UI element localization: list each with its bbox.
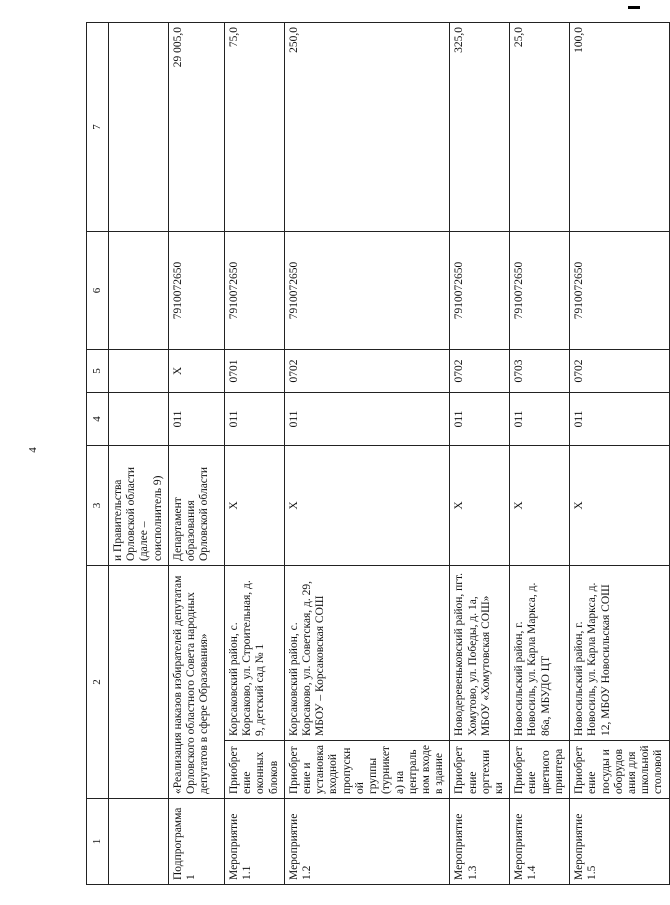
subprogram-executor: Департамент образования Орловской области [168, 446, 224, 566]
row-amount: 250,0 [284, 23, 450, 232]
row-action: Приобретение посуды и оборудования для школьной столовой [570, 741, 670, 799]
row-action: Приобретение цветного принтера [510, 741, 570, 799]
row-executor: Х [510, 446, 570, 566]
subprogram-amount: 29 005,0 [168, 23, 224, 232]
subprogram-label: Подпрограмма 1 [168, 799, 224, 885]
row-executor: Х [450, 446, 510, 566]
header-row [87, 23, 109, 885]
row-place: Корсаковский район, с. Корсаково, ул. Строительная, д. 9, детский сад № 1 [224, 566, 284, 741]
executor-continuation: и Правительства Орловской области (далее – соисполнитель 9) [109, 446, 169, 566]
row-grbs: 011 [510, 393, 570, 446]
row-place: Новодеревеньковский район, пгт. Хомутово, ул. Победы, д. 1а, МБОУ «Хомутовская СОШ» [450, 566, 510, 741]
row-place: Новосильский район, г. Новосиль, ул. Карла Маркса, д. 12, МБОУ Новосильская СОШ [570, 566, 670, 741]
row-action: Приобретение оконных блоков [224, 741, 284, 799]
row-place: Новосильский район, г. Новосиль, ул. Карла Маркса, д. 86а, МБУДО ЦТ [510, 566, 570, 741]
row-label: Мероприятие 1.4 [510, 799, 570, 885]
subprogram-grbs: 011 [168, 393, 224, 446]
table-row [284, 23, 450, 885]
row-csr: 7910072650 [570, 232, 670, 350]
row-rzpr: 0701 [224, 350, 284, 393]
row-executor: Х [570, 446, 670, 566]
row-label: Мероприятие 1.5 [570, 799, 670, 885]
subprogram-title: «Реализация наказов избирателей депутатам Орловского областного Совета народных депутатов в сфере Образования» [168, 566, 224, 799]
header-col-1: 1 [87, 799, 109, 885]
header-col-6: 6 [87, 232, 109, 350]
row-action: Приобретение оргтехники [450, 741, 510, 799]
row-label: Мероприятие 1.1 [224, 799, 284, 885]
row-label: Мероприятие 1.3 [450, 799, 510, 885]
row-rzpr: 0702 [284, 350, 450, 393]
row-grbs: 011 [570, 393, 670, 446]
header-col-2: 2 [87, 566, 109, 799]
row-place: Корсаковский район, с. Корсаково, ул. Советская, д. 29, МБОУ – Корсаковская СОШ [284, 566, 450, 741]
row-grbs: 011 [224, 393, 284, 446]
row-rzpr: 0702 [450, 350, 510, 393]
header-col-4: 4 [87, 393, 109, 446]
row-rzpr: 0703 [510, 350, 570, 393]
row-action: Приобретение и установка входной пропускной группы (турникета) на центральном входе в здание [284, 741, 450, 799]
row-amount: 325,0 [450, 23, 510, 232]
row-csr: 7910072650 [224, 232, 284, 350]
table-row [570, 23, 670, 885]
header-col-5: 5 [87, 350, 109, 393]
row-executor: Х [224, 446, 284, 566]
row-rzpr: 0702 [570, 350, 670, 393]
subprogram-csr: 7910072650 [168, 232, 224, 350]
row-grbs: 011 [450, 393, 510, 446]
table-row [224, 23, 284, 885]
row-amount: 100,0 [570, 23, 670, 232]
header-col-3: 3 [87, 446, 109, 566]
header-col-7: 7 [87, 23, 109, 232]
table-row-subprogram [168, 23, 224, 885]
row-csr: 7910072650 [284, 232, 450, 350]
page-number: 4 [26, 447, 39, 453]
rotated-table-container [86, 23, 665, 885]
row-label: Мероприятие 1.2 [284, 799, 450, 885]
subprogram-rzpr: Х [168, 350, 224, 393]
row-amount: 25,0 [510, 23, 570, 232]
row-csr: 7910072650 [450, 232, 510, 350]
table-row [450, 23, 510, 885]
table-row-executor-continuation [109, 23, 169, 885]
row-amount: 75,0 [224, 23, 284, 232]
table-row [510, 23, 570, 885]
row-executor: Х [284, 446, 450, 566]
program-table [86, 22, 670, 885]
scan-corner-mark [628, 6, 640, 9]
row-csr: 7910072650 [510, 232, 570, 350]
row-grbs: 011 [284, 393, 450, 446]
